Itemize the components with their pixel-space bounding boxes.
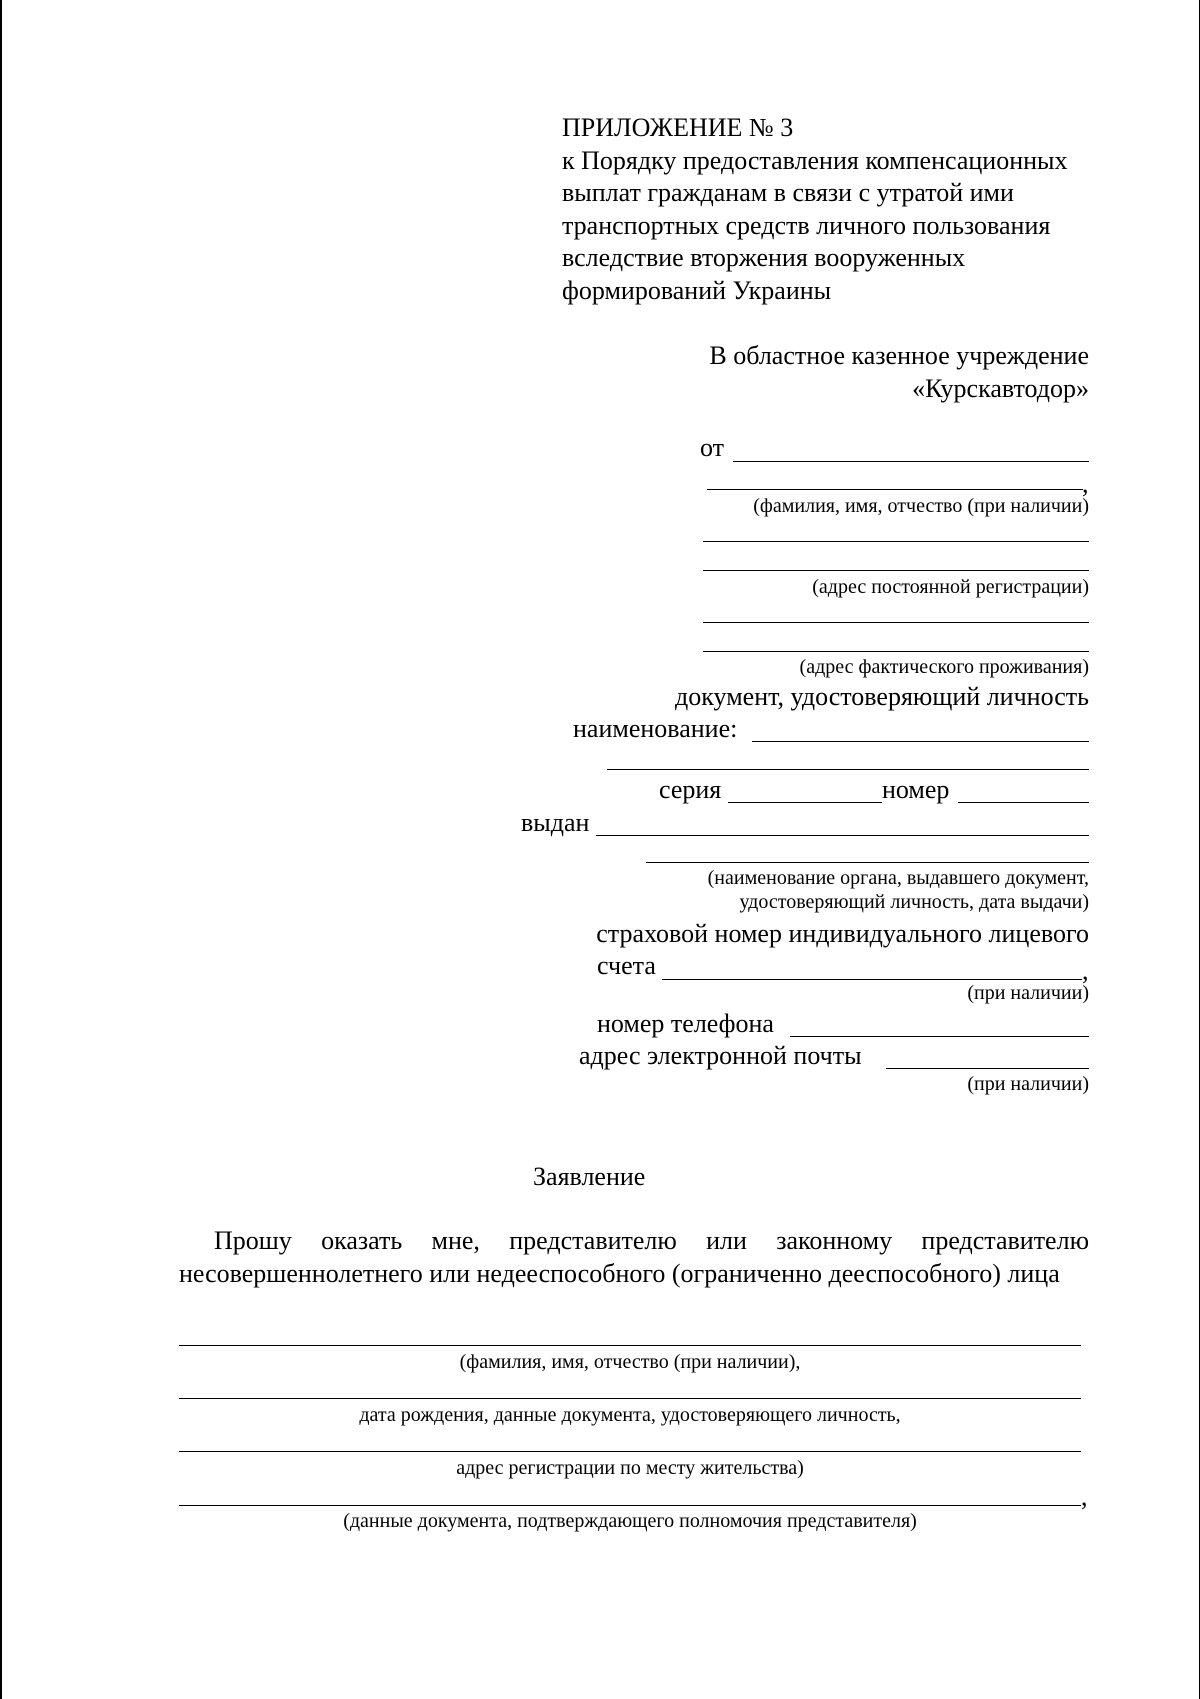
actual-address-line-2[interactable] xyxy=(703,651,1089,652)
rep-fio-line[interactable] xyxy=(179,1345,1081,1346)
rep-birth-doc-hint: дата рождения, данные документа, удостоверяющего личность, xyxy=(359,1404,901,1426)
snils-comma: , xyxy=(1082,956,1089,985)
appendix-title: ПРИЛОЖЕНИЕ № 3 xyxy=(562,113,794,142)
snils-field[interactable] xyxy=(662,979,1082,980)
rep-authority-comma: , xyxy=(1081,1482,1088,1511)
issuer-hint-1: (наименование органа, выдавшего документ, xyxy=(707,867,1089,889)
rep-authority-hint: (данные документа, подтверждающего полномочия представителя) xyxy=(343,1510,917,1532)
email-label: адрес электронной почты xyxy=(579,1041,862,1070)
statement-body xyxy=(179,1225,1089,1290)
issued-field-line-1[interactable] xyxy=(596,835,1089,836)
statement-title: Заявление xyxy=(533,1162,646,1191)
appendix-line-1: к Порядку предоставления компенсационных xyxy=(562,145,1068,175)
recipient-line-1: В областное казенное учреждение xyxy=(709,341,1089,370)
phone-label: номер телефона xyxy=(597,1009,774,1038)
from-comma: , xyxy=(1082,469,1089,498)
reg-address-hint: (адрес постоянной регистрации) xyxy=(812,576,1089,598)
rep-address-line[interactable] xyxy=(179,1451,1081,1452)
actual-address-hint: (адрес фактического проживания) xyxy=(799,656,1089,678)
appendix-line-3: транспортных средств личного пользования xyxy=(562,210,1051,240)
from-name-line-2[interactable] xyxy=(707,489,1083,490)
issuer-hint-2: удостоверяющий личность, дата выдачи) xyxy=(739,891,1089,913)
appendix-line-4: вследствие вторжения вооруженных xyxy=(562,243,966,272)
snils-label-1: страховой номер индивидуального лицевого xyxy=(596,919,1089,948)
from-label: от xyxy=(700,433,725,462)
from-name-line-1[interactable] xyxy=(733,461,1089,462)
email-field[interactable] xyxy=(886,1068,1089,1069)
email-if-any-hint: (при наличии) xyxy=(967,1073,1089,1095)
rep-address-hint: адрес регистрации по месту жительства) xyxy=(456,1457,804,1479)
rep-fio-hint: (фамилия, имя, отчество (при наличии), xyxy=(459,1351,801,1373)
rep-authority-doc-line[interactable] xyxy=(179,1505,1081,1506)
appendix-line-2: выплат гражданам в связи с утратой ими xyxy=(562,178,1014,207)
number-field[interactable] xyxy=(958,802,1089,803)
actual-address-line-1[interactable] xyxy=(703,622,1089,623)
id-doc-name-line-1[interactable] xyxy=(752,741,1089,742)
rep-birth-doc-line[interactable] xyxy=(179,1398,1081,1399)
number-label: номер xyxy=(882,775,950,804)
series-field[interactable] xyxy=(728,802,882,803)
recipient-line-2: «Курскавтодор» xyxy=(912,374,1089,403)
phone-field[interactable] xyxy=(790,1036,1089,1037)
snils-label-2: счета xyxy=(597,951,656,980)
appendix-line-5: формирований Украины xyxy=(562,275,832,305)
snils-if-any-hint: (при наличии) xyxy=(967,982,1089,1004)
issued-label: выдан xyxy=(521,808,590,837)
issued-field-line-2[interactable] xyxy=(646,862,1089,863)
fio-hint: (фамилия, имя, отчество (при наличии) xyxy=(753,495,1089,517)
series-label: серия xyxy=(659,775,722,804)
appendix-header xyxy=(562,112,1068,307)
id-doc-name-line-2[interactable] xyxy=(607,769,1089,770)
id-doc-label: документ, удостоверяющий личность xyxy=(675,682,1089,711)
reg-address-line-2[interactable] xyxy=(703,570,1089,571)
id-doc-name-label: наименование: xyxy=(573,714,738,743)
scan-edge-left xyxy=(0,0,2,1699)
reg-address-line-1[interactable] xyxy=(703,541,1089,542)
statement-body-text: Прошу оказать мне, представителю или законному представителю несовершеннолетнего или недееспособного (ограниченно дееспособного) лица xyxy=(179,1226,1089,1288)
